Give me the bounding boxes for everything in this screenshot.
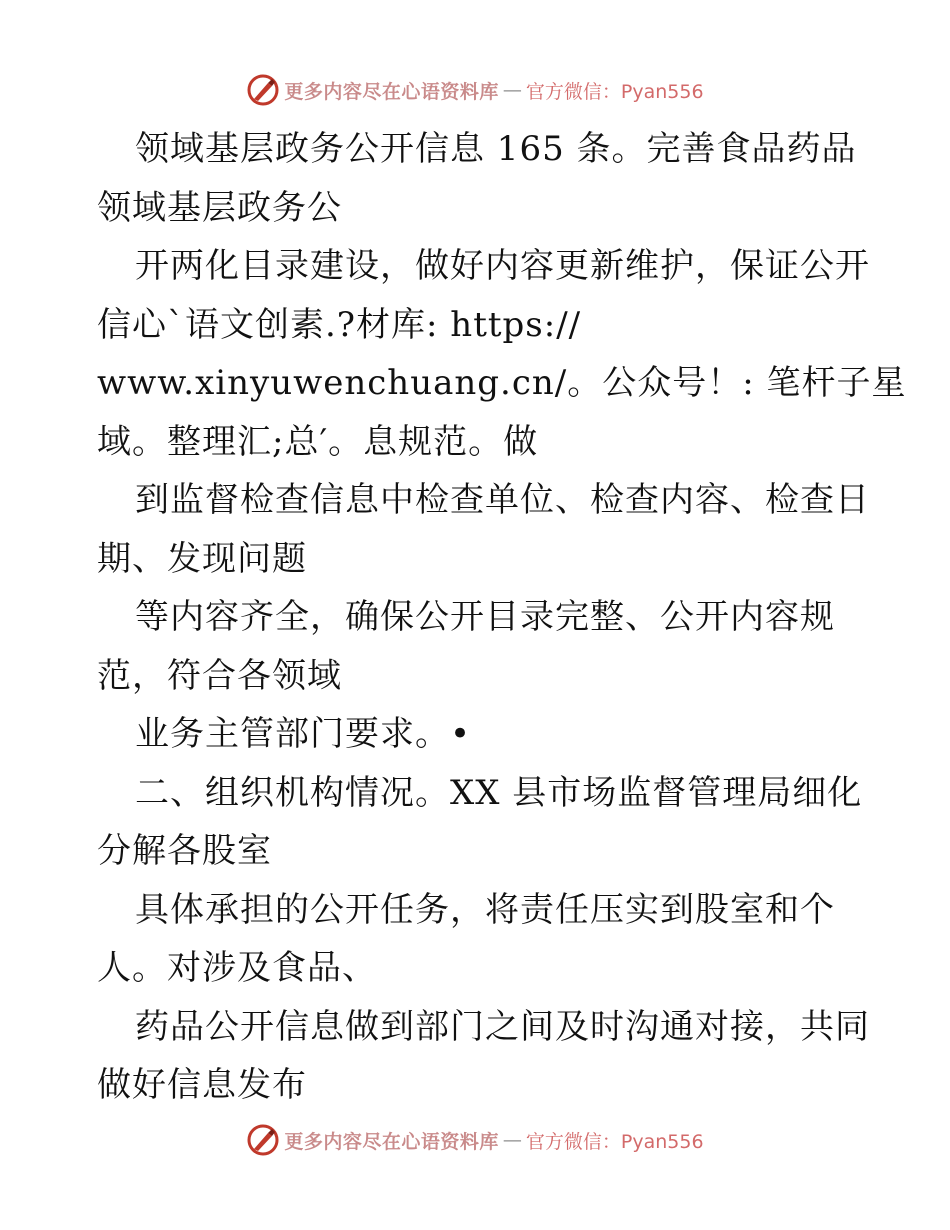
text-line: 二、组织机构情况。XX 县市场监督管理局细化 bbox=[135, 772, 863, 813]
pen-logo-icon bbox=[246, 1123, 280, 1157]
text-line: 范，符合各领域 bbox=[97, 655, 342, 696]
text-line: 领域基层政务公开信息 165 条。完善食品药品 bbox=[135, 129, 857, 169]
footer-wechat-id: 官方微信：Pyan556 bbox=[525, 1130, 704, 1153]
footer-banner-separator: — bbox=[502, 1129, 522, 1151]
footer-banner bbox=[0, 1120, 950, 1160]
text-line: 药品公开信息做到部门之间及时沟通对接，共同 bbox=[135, 1006, 870, 1047]
text-line: 信心`语文创素.?材库: https:// bbox=[97, 304, 582, 345]
header-wechat-id: 官方微信：Pyan556 bbox=[525, 80, 704, 103]
text-line: www.xinyuwenchuang.cn/。公众号！: 笔杆子星 bbox=[97, 363, 907, 403]
text-line: 领域基层政务公 bbox=[97, 187, 342, 228]
text-line: 期、发现问题 bbox=[97, 538, 307, 579]
header-banner-text: 更多内容尽在心语资料库 bbox=[284, 80, 499, 103]
text-line: 域。整理汇;总′。息规范。做 bbox=[97, 421, 539, 462]
header-banner bbox=[0, 70, 950, 110]
text-line: 做好信息发布 bbox=[97, 1065, 307, 1105]
text-line: 到监督检查信息中检查单位、检查内容、检查日 bbox=[135, 480, 870, 520]
text-line: 开两化目录建设，做好内容更新维护，保证公开 bbox=[135, 246, 870, 286]
footer-banner-text: 更多内容尽在心语资料库 bbox=[284, 1130, 499, 1153]
text-line: 人。对涉及食品、 bbox=[97, 948, 377, 988]
header-banner-separator: — bbox=[502, 79, 522, 101]
pen-logo-icon bbox=[246, 73, 280, 107]
text-line: 业务主管部门要求。• bbox=[135, 714, 472, 754]
text-line: 分解各股室 bbox=[97, 831, 272, 871]
text-line: 具体承担的公开任务，将责任压实到股室和个 bbox=[135, 889, 835, 930]
text-line: 等内容齐全，确保公开目录完整、公开内容规 bbox=[135, 597, 835, 637]
document-body bbox=[97, 120, 907, 1115]
